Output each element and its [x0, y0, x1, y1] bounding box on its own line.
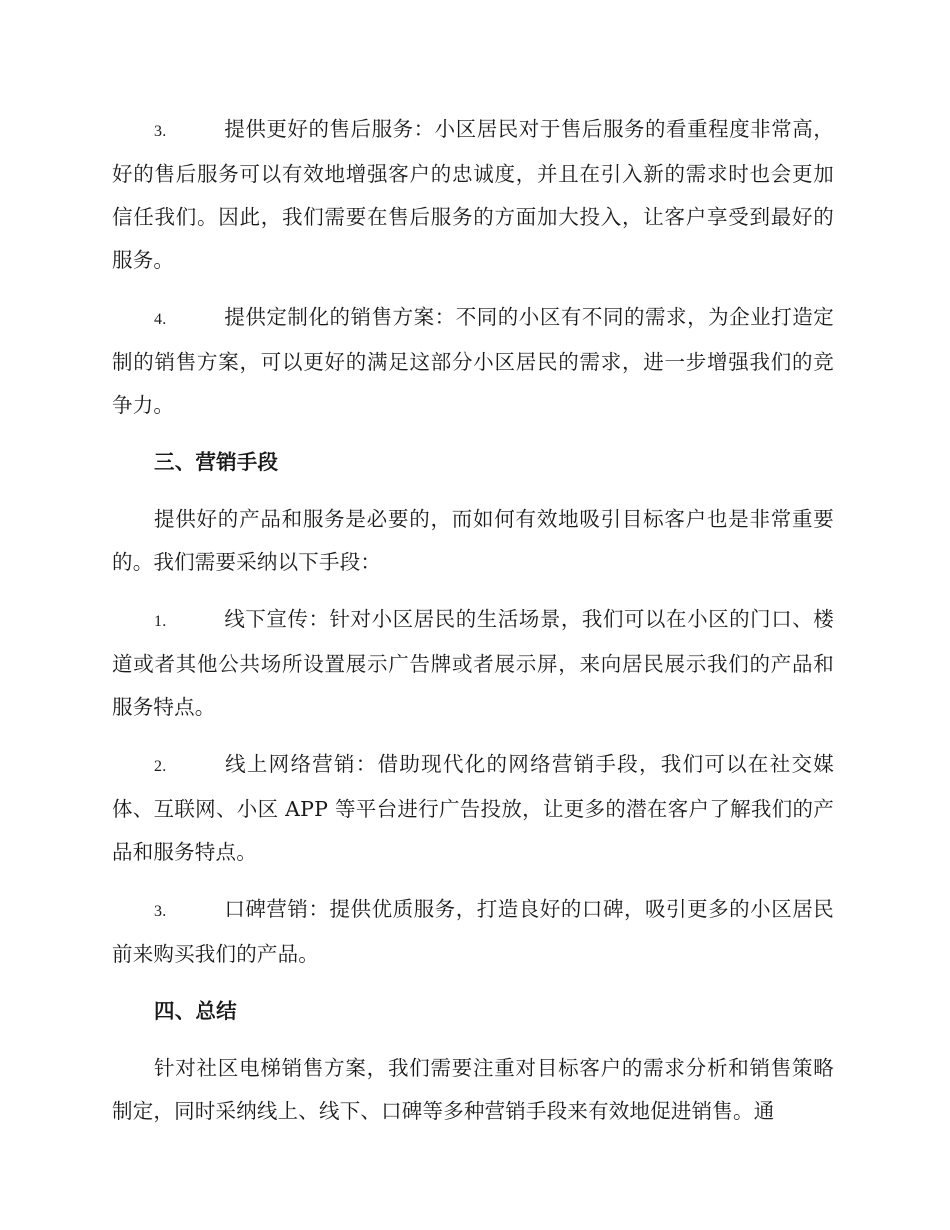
list-item: [112, 598, 834, 729]
section-heading: 三、营销手段: [154, 450, 279, 474]
list-item-text: 提供定制化的销售方案：不同的小区有不同的需求，为企业打造定制的销售方案，可以更好的满足这部分小区居民的需求，进一步增强我们的竞争力。: [112, 305, 834, 417]
list-item: [112, 108, 834, 282]
list-item: [112, 888, 834, 976]
list-item-text: 口碑营销：提供优质服务，打造良好的口碑，吸引更多的小区居民前来购买我们的产品。: [112, 897, 834, 966]
list-item-number: 2.: [154, 758, 167, 775]
list-item-text: 线下宣传：针对小区居民的生活场景，我们可以在小区的门口、楼道或者其他公共场所设置展示广告牌或者展示屏，来向居民展示我们的产品和服务特点。: [112, 607, 834, 719]
list-item-text: 提供更好的售后服务：小区居民对于售后服务的看重程度非常高，好的售后服务可以有效地增强客户的忠诚度，并且在引入新的需求时也会更加信任我们。因此，我们需要在售后服务的方面加大投入，让客户享受到最好的服务。: [112, 117, 834, 272]
paragraph: 针对社区电梯销售方案，我们需要注重对目标客户的需求分析和销售策略制定，同时采纳线上、线下、口碑等多种营销手段来有效地促进销售。通: [112, 1056, 834, 1123]
section-heading: 四、总结: [154, 999, 237, 1023]
list-item-number: 4.: [154, 311, 167, 328]
list-item-text: 线上网络营销：借助现代化的网络营销手段，我们可以在社交媒体、互联网、小区 APP 等平台进行广告投放，让更多的潜在客户了解我们的产品和服务特点。: [112, 752, 834, 864]
document-body: [112, 108, 834, 1147]
list-item-number: 1.: [154, 613, 167, 630]
list-item-number: 3.: [154, 123, 167, 140]
list-item: [112, 743, 834, 874]
list-item: [112, 296, 834, 427]
paragraph: 提供好的产品和服务是必要的，而如何有效地吸引目标客户也是非常重要的。我们需要采纳以下手段：: [112, 507, 834, 574]
list-item-number: 3.: [154, 903, 167, 920]
